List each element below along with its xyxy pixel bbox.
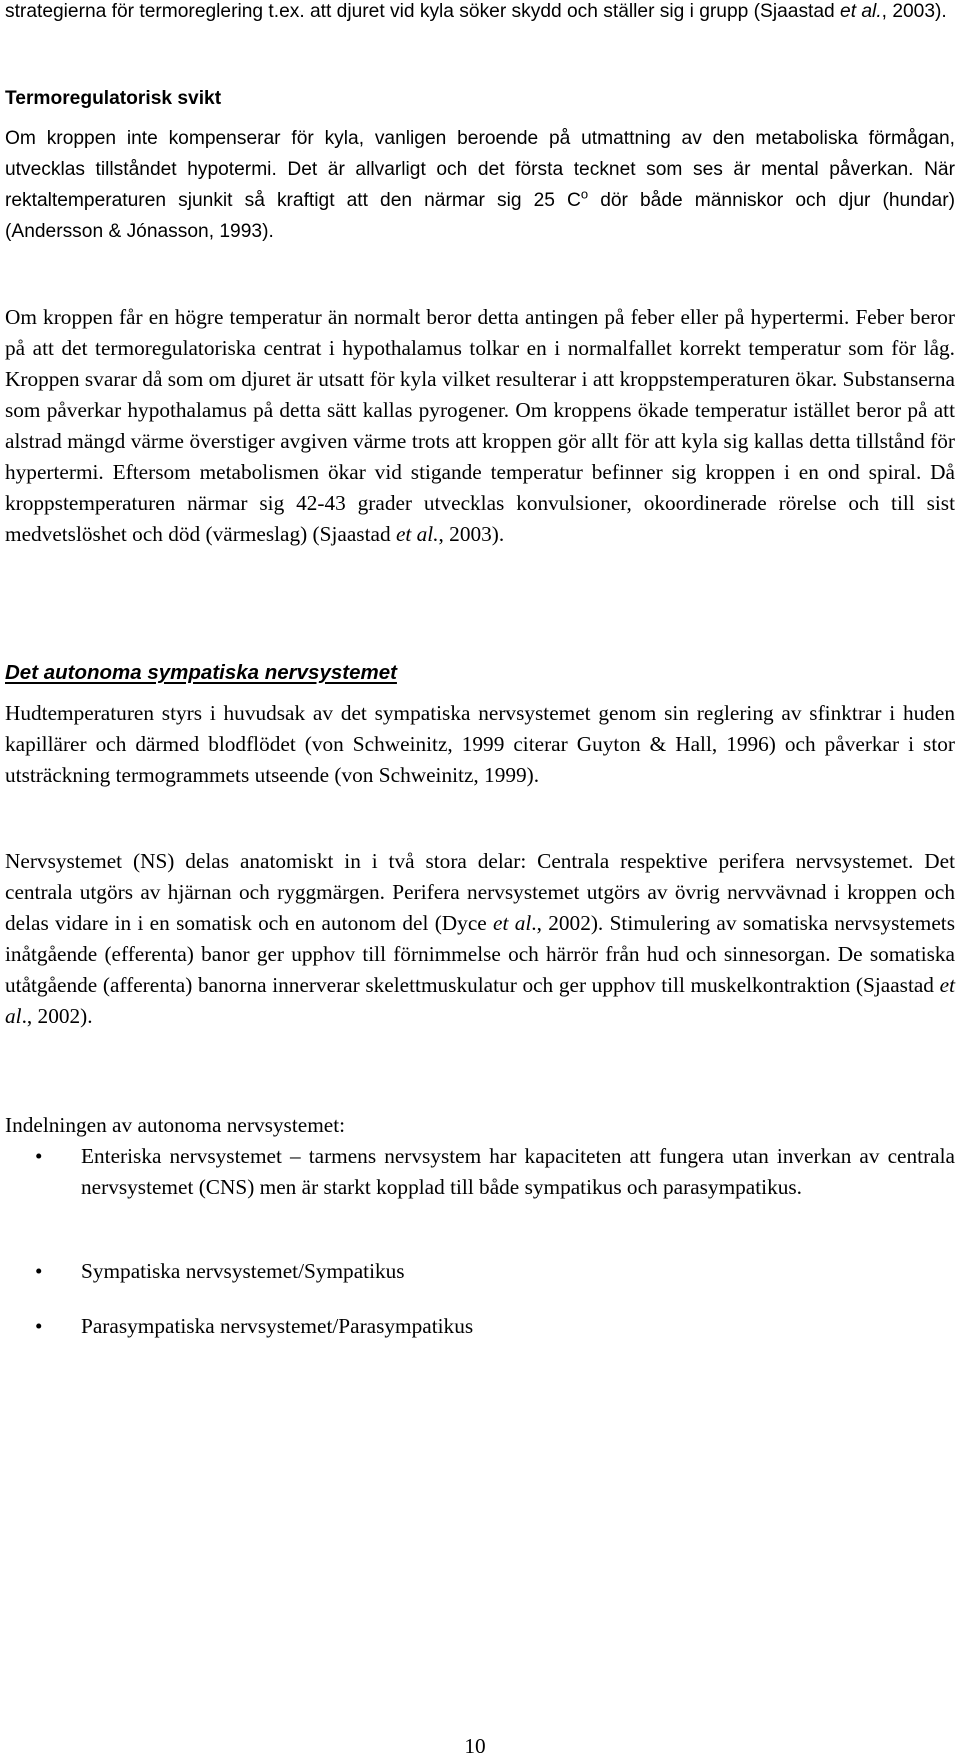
paragraph-hudtemperaturen: Hudtemperaturen styrs i huvudsak av det sympatiska nervsystemet genom sin reglering av sfinktrar i huden kapillärer och därmed blodflödet (von Schweinitz, 1999 citerar Guyton & Hall, 1996) och påverkar i stor utsträckning termogrammets utseende (von Schweinitz, 1999). [5, 701, 955, 787]
et-al-italic: et al. [395, 522, 439, 546]
page-number: 10 [464, 1734, 486, 1758]
degree-superscript: o [580, 186, 589, 202]
autonomic-division-list [5, 1141, 955, 1203]
paragraph-hypotermi: Om kroppen inte kompenserar för kyla, vanligen beroende på utmattning av den metaboliska förmågan, utvecklas tillståndet hypotermi. Det är allvarligt och det första tecknet som ses är mental påverkan. När rektaltemperaturen sjunkit så kraftigt att den närmar sig 25 $C^o$ dör både människor och djur (hundar) (Andersson & Jónasson, 1993). [5, 128, 955, 242]
paragraph-indelningen: Indelningen av autonoma nervsystemet: [5, 1113, 346, 1137]
et-al-italic: et al [5, 973, 955, 1028]
bullet-icon: • [35, 1259, 43, 1283]
bullet-icon: • [35, 1314, 43, 1338]
paragraph-thermoregulation-strategies: strategierna för termoreglering t.ex. att djuret vid kyla söker skydd och ställer sig i grupp (Sjaastad et al., 2003). [5, 1, 947, 22]
heading-autonoma-sympatiska-nervsystemet: Det autonoma sympatiska nervsystemet [5, 661, 397, 684]
list-item: • Enteriska nervsystemet – tarmens nervsystem har kapaciteten att fungera utan inverkan av centrala nervsystemet (CNS) men är starkt kopplad till både sympatikus och parasympatikus. [5, 1141, 955, 1203]
et-al-italic: et al. [840, 1, 882, 22]
list-item: • Parasympatiska nervsystemet/Parasympatikus [5, 1311, 955, 1342]
et-al-italic: et al [493, 911, 532, 935]
autonomic-division-list [5, 1256, 955, 1287]
list-item: • Sympatiska nervsystemet/Sympatikus [5, 1256, 955, 1287]
autonomic-division-list [5, 1311, 955, 1342]
heading-termoregulatorisk-svikt: Termoregulatorisk svikt [5, 88, 222, 109]
paragraph-feber-hypertermi: Om kroppen får en högre temperatur än normalt beror detta antingen på feber eller på hypertermi. Feber beror på att det termoregulatoriska centrat i hypothalamus tolkar en i normalfallet korrekt temperatur som för låg. Kroppen svarar då som om djuret är utsatt för kyla vilket resulterar i att kroppstemperaturen ökar. Substanserna som påverkar hypothalamus på detta sätt kallas pyrogener. Om kroppens ökade temperatur istället beror på att alstrad mängd värme överstiger avgiven värme trots att kroppen gör allt för att kyla sig kallas detta tillstånd för hypertermi. Eftersom metabolismen ökar vid stigande temperatur befinner sig kroppen i en ond spiral. Då kroppstemperaturen närmar sig 42-43 grader utvecklas konvulsioner, okoordinerade rörelse och till sist medvetslöshet och död (värmeslag) (Sjaastad et al., 2003). [5, 305, 955, 546]
paragraph-nervsystemet: Nervsystemet (NS) delas anatomiskt in i två stora delar: Centrala respektive perifera nervsystemet. Det centrala utgörs av hjärnan och ryggmärgen. Perifera nervsystemet utgörs av övrig nervvävnad i kroppen och delas vidare in i en somatisk och en autonom del (Dyce et al., 2002). Stimulering av somatiska nervsystemets inåtgående (efferenta) banor ger upphov till förnimmelse och härrör från hud och sinnesorgan. De somatiska utåtgående (afferenta) banorna innerverar skelettmuskulatur och ger upphov till muskelkontraktion (Sjaastad et al., 2002). [5, 849, 955, 1028]
bullet-icon: • [35, 1144, 43, 1168]
